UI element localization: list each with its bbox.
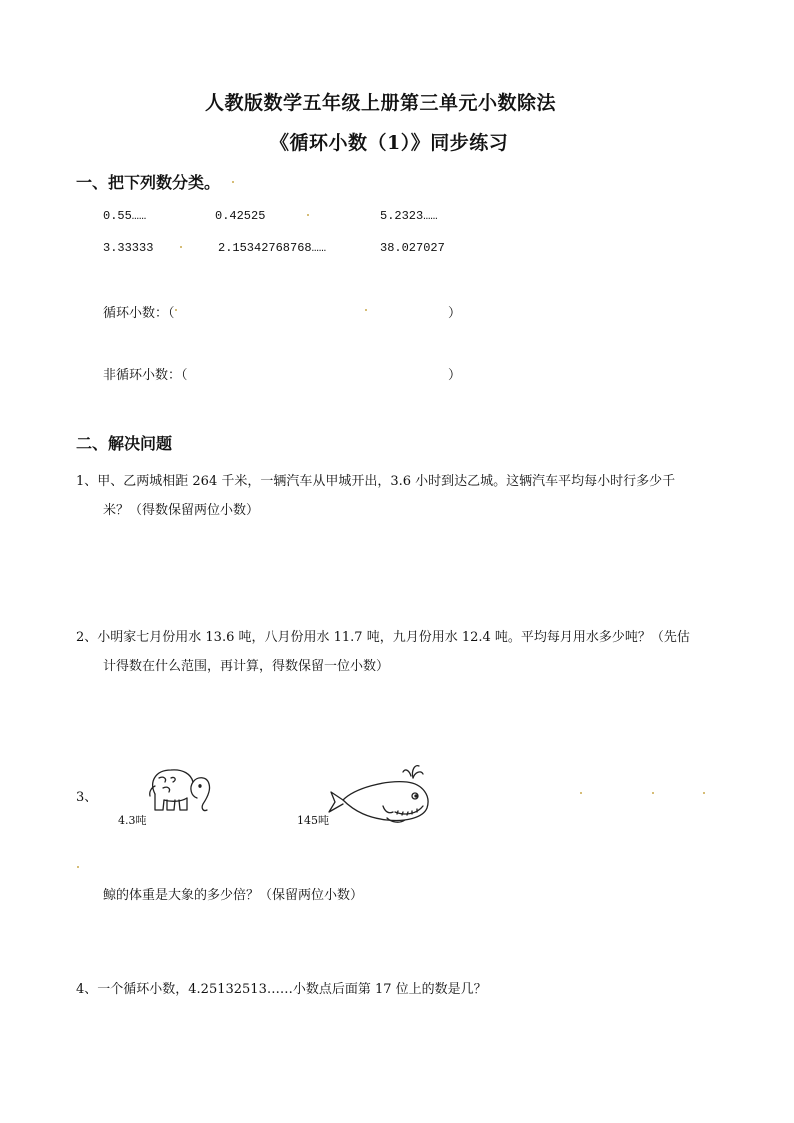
page-subtitle: 《循环小数（1）》同步练习 — [270, 132, 509, 154]
scan-speck — [365, 309, 367, 311]
scan-speck — [580, 792, 582, 794]
elephant-icon — [143, 764, 215, 816]
question-3-text: 鲸的体重是大象的多少倍？（保留两位小数） — [103, 888, 364, 903]
number-item: 0.55…… — [103, 209, 147, 223]
scan-speck — [307, 214, 309, 216]
number-item: 2.15342768768…… — [218, 241, 327, 255]
scan-speck — [232, 181, 234, 183]
whale-weight: 145吨 — [297, 814, 329, 827]
question-3-number: 3、 — [76, 790, 98, 805]
noncyclic-label: 非循环小数：（ — [103, 368, 188, 383]
scan-speck — [175, 309, 177, 311]
elephant-weight: 4.3吨 — [118, 814, 147, 827]
number-item: 38.027027 — [380, 241, 445, 255]
question-2-line-2: 计得数在什么范围，再计算，得数保留一位小数） — [103, 659, 390, 674]
page-title: 人教版数学五年级上册第三单元小数除法 — [205, 92, 557, 114]
cyclic-label: 循环小数：（ — [103, 306, 175, 321]
question-1-line-1: 1、甲、乙两城相距 264 千米，一辆汽车从甲城开出，3.6 小时到达乙城。这辆汽车平均每小时行多少千 — [76, 474, 676, 489]
section-1-heading: 一、把下列数分类。 — [76, 173, 221, 192]
scan-speck — [180, 246, 182, 248]
scan-speck — [703, 792, 705, 794]
number-item: 3.33333 — [103, 241, 154, 255]
cyclic-close-paren: ） — [448, 306, 462, 321]
question-1-line-2: 米？（得数保留两位小数） — [103, 503, 260, 518]
whale-icon — [325, 760, 435, 830]
section-2-heading: 二、解决问题 — [76, 434, 173, 453]
noncyclic-close-paren: ） — [448, 368, 462, 383]
question-4-text: 4、一个循环小数，4.25132513……小数点后面第 17 位上的数是几？ — [76, 982, 487, 997]
scan-speck — [77, 866, 79, 868]
question-2-line-1: 2、小明家七月份用水 13.6 吨，八月份用水 11.7 吨，九月份用水 12.4 吨。平均每月用水多少吨？（先估 — [76, 630, 690, 645]
scan-speck — [652, 792, 654, 794]
number-item: 0.42525 — [215, 209, 266, 223]
number-item: 5.2323…… — [380, 209, 438, 223]
